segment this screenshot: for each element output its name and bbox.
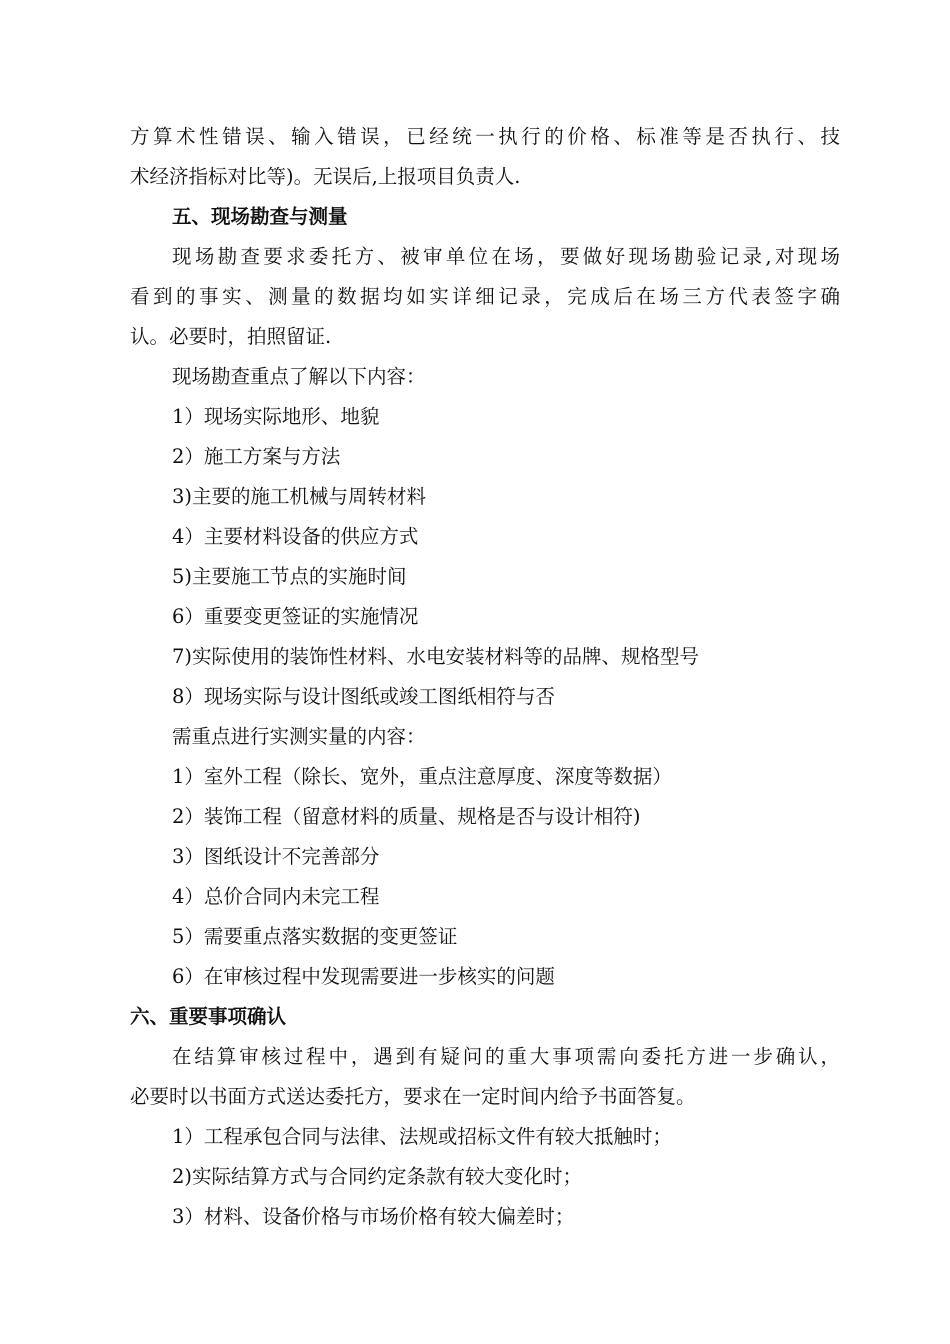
list-item: 7)实际使用的装饰性材料、水电安装材料等的品牌、规格型号 (172, 645, 700, 668)
list-item: 1）现场实际地形、地貌 (172, 405, 380, 428)
paragraph-line: 术经济指标对比等)。无误后,上报项目负责人. (130, 165, 521, 188)
list-item: 1）室外工程（除长、宽外，重点注意厚度、深度等数据） (172, 765, 672, 788)
paragraph-line: 看到的事实、测量的数据均如实详细记录，完成后在场三方代表签字确 (130, 285, 840, 308)
list-item: 3）材料、设备价格与市场价格有较大偏差时； (172, 1205, 575, 1228)
list-item: 2）装饰工程（留意材料的质量、规格是否与设计相符) (172, 805, 641, 828)
paragraph-line: 必要时以书面方式送达委托方，要求在一定时间内给予书面答复。 (130, 1085, 696, 1108)
list-item: 4）主要材料设备的供应方式 (172, 525, 419, 548)
list-item: 4）总价合同内未完工程 (172, 885, 380, 908)
list-item: 3)主要的施工机械与周转材料 (172, 485, 427, 508)
section-heading-6: 六、重要事项确认 (130, 1005, 287, 1028)
document-body (130, 117, 840, 1237)
paragraph-line: 认。必要时，拍照留证. (130, 325, 332, 348)
list-intro: 需重点进行实测实量的内容： (172, 725, 426, 748)
list-item: 8）现场实际与设计图纸或竣工图纸相符与否 (172, 685, 555, 708)
list-item: 5）需要重点落实数据的变更签证 (172, 925, 458, 948)
section-heading-5: 五、现场勘查与测量 (172, 205, 348, 228)
list-item: 3）图纸设计不完善部分 (172, 845, 380, 868)
list-item: 6）在审核过程中发现需要进一步核实的问题 (172, 965, 555, 988)
list-item: 2）施工方案与方法 (172, 445, 341, 468)
paragraph-line: 现场勘查要求委托方、被审单位在场，要做好现场勘验记录,对现场 (172, 245, 840, 268)
list-item: 1）工程承包合同与法律、法规或招标文件有较大抵触时； (172, 1125, 672, 1148)
list-item: 6）重要变更签证的实施情况 (172, 605, 419, 628)
paragraph-line: 在结算审核过程中，遇到有疑问的重大事项需向委托方进一步确认， (172, 1045, 840, 1068)
paragraph-line: 方算术性错误、输入错误，已经统一执行的价格、标准等是否执行、技 (130, 125, 840, 148)
list-item: 2)实际结算方式与合同约定条款有较大变化时； (172, 1165, 583, 1188)
list-intro: 现场勘查重点了解以下内容： (172, 365, 426, 388)
list-item: 5)主要施工节点的实施时间 (172, 565, 407, 588)
